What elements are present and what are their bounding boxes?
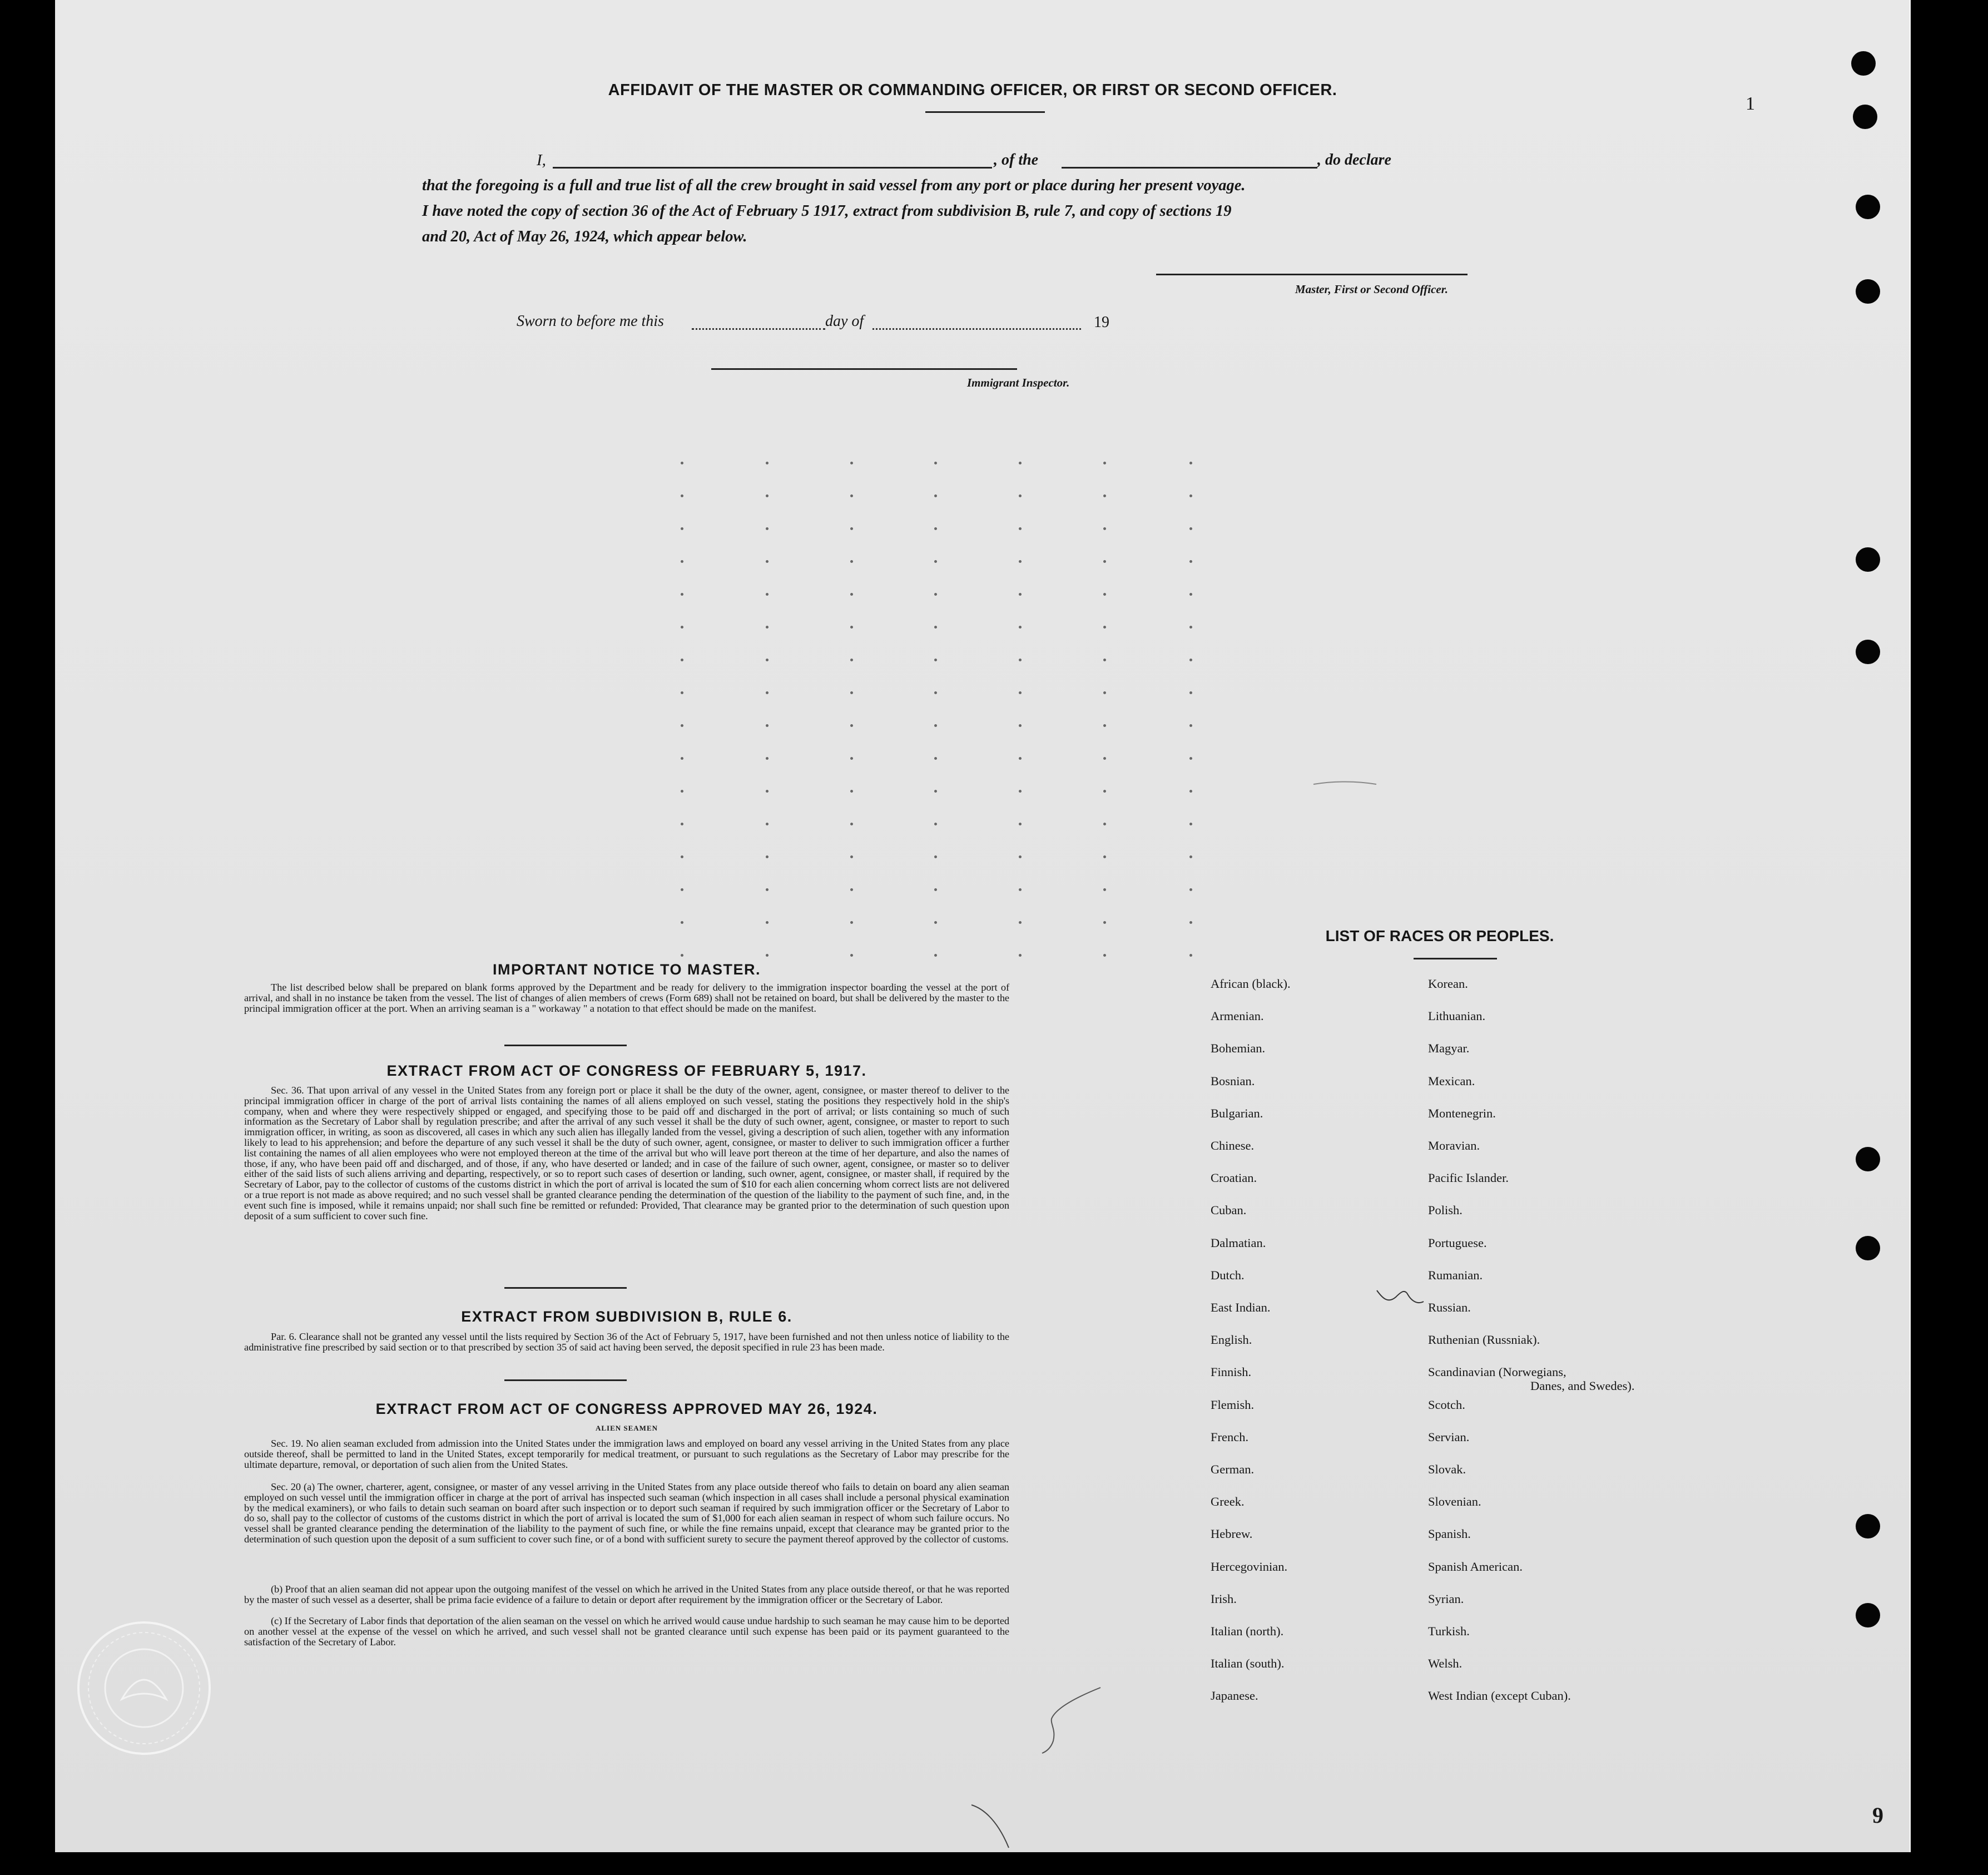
binder-hole	[1856, 1603, 1880, 1627]
race-item: Servian.	[1428, 1429, 1470, 1444]
race-item: Moravian.	[1428, 1139, 1480, 1152]
race-item: African (black).	[1211, 977, 1291, 991]
bleed-dot	[1019, 921, 1022, 924]
bleed-dot	[681, 527, 683, 530]
bleed-dot	[850, 855, 853, 858]
extract-rule6-title: EXTRACT FROM SUBDIVISION B, RULE 6.	[461, 1308, 792, 1325]
extract-1917-body: Sec. 36. That upon arrival of any vessel in the United States from any foreign port or place it shall be the duty of the owner, agent, consignee, or master thereof to deliver to the principal immigration officer in charge of the port of arrival lists containing the names of all aliens employed on such vessel, stating the positions they respectively hold in the ship's company, when and where they were respectively shipped or engaged, and specifying those to be paid off and discharged in the port of arrival; or lists containing so much of such information as the Secretary of Labor shall by regulation prescribe; and after the arrival of any such vessel it shall be the duty of such owner, agent, consignee, or master to report to such immigration officer, in writing, as soon as discovered, all cases in which any such alien has illegally landed from the vessel, giving a description of such alien, together with any information likely to lead to his apprehension; and before the departure of any such vessel it shall be the duty of such owner, agent, consignee, or master to deliver to such immigration officer a further list containing the names of all alien employees who were not employed thereon at the time of the arrival but who will leave port thereon at the time of her departure, and also the names of those, if any, who have been paid off and discharged, and of those, if any, who have deserted or landed; and in case of the failure of such owner, agent, consignee, or master so to deliver either of the said lists of such aliens arriving and departing, respectively, or so to report such cases of desertion or landing, such owner, agent, consignee, or master shall, if required by the Secretary of Labor, pay to the collector of customs of the customs district in which the port of arrival is located the sum of $10 for each alien concerning whom correct lists are not delivered or a true report is not made as above required; and no such vessel shall be granted clearance pending the determination of the question of the liability to the payment of such fine, and, in the event such fine is imposed, while it remains unpaid; nor shall such fine be remitted or refunded: Provided, That clearance may be granted prior to the determination of such question upon deposit of a sum sufficient to cover such fine.	[244, 1085, 1009, 1221]
bleed-dot	[850, 527, 853, 530]
affidavit-line3: I have noted the copy of section 36 of the Act of February 5 1917, extract from subdivision B, rule 7, and copy of sections 19	[422, 202, 1232, 220]
bleed-dot	[934, 823, 937, 825]
extract-1924-sec20c: (c) If the Secretary of Labor finds that deportation of the alien seaman on the vessel on which he arrived would cause undue hardship to such seaman he may cause him to be deported on another vessel at the expense of the vessel on which he arrived, and such vessel shall not be granted clearance until such expense has been paid or its payment guaranteed to the satisfaction of the Secretary of Labor.	[244, 1615, 1009, 1648]
race-item: Finnish.	[1211, 1365, 1252, 1379]
bleed-dot	[1103, 494, 1106, 497]
bleed-dot	[681, 593, 683, 596]
extract-1924-sec19: Sec. 19. No alien seaman excluded from admission into the United States under the immigration laws and employed on board any vessel arriving in the United States from any place outside thereof, shall be permitted to land in the United States, except temporarily for medical treatment, or pursuant to such regulations as the Secretary of Labor may prescribe for the ultimate departure, removal, or deportation of such alien from the United States.	[244, 1438, 1009, 1470]
bleed-dot	[1103, 790, 1106, 793]
bleed-dot	[766, 560, 769, 563]
pencil-mark	[967, 1685, 1112, 1852]
bleed-dot	[681, 560, 683, 563]
bleed-dot	[1189, 757, 1192, 760]
race-item: Dutch.	[1211, 1268, 1245, 1282]
race-item: Flemish.	[1211, 1397, 1255, 1412]
race-item: Montenegrin.	[1428, 1106, 1496, 1120]
affidavit-title: AFFIDAVIT OF THE MASTER OR COMMANDING OFFICER, OR FIRST OR SECOND OFFICER.	[608, 81, 1337, 99]
title-underline	[925, 111, 1045, 113]
bleed-dot	[850, 560, 853, 563]
bleed-dot	[766, 494, 769, 497]
races-title: LIST OF RACES OR PEOPLES.	[1325, 927, 1554, 944]
binder-hole	[1856, 547, 1880, 572]
bleed-dot	[1189, 888, 1192, 891]
bleed-dot	[1189, 823, 1192, 825]
bleed-dot	[766, 888, 769, 891]
bleed-dot	[850, 954, 853, 957]
race-item: Spanish American.	[1428, 1559, 1523, 1574]
bleed-dot	[1103, 659, 1106, 661]
bleed-dot	[1019, 626, 1022, 629]
affidavit-i: I,	[537, 151, 546, 169]
race-item: Bulgarian.	[1211, 1106, 1263, 1120]
bleed-dot	[1019, 593, 1022, 596]
bleed-dot	[1103, 527, 1106, 530]
race-item: Welsh.	[1428, 1656, 1463, 1671]
race-item: Bosnian.	[1211, 1073, 1255, 1088]
bleed-dot	[681, 855, 683, 858]
bleed-dot	[850, 888, 853, 891]
bleed-dot	[934, 691, 937, 694]
embossed-seal	[72, 1616, 216, 1760]
race-item: Chinese.	[1211, 1139, 1255, 1152]
bleed-dot	[1103, 626, 1106, 629]
bleed-dot	[766, 659, 769, 661]
bleed-dot	[766, 724, 769, 727]
bleed-dot	[934, 593, 937, 596]
race-item: Scotch.	[1428, 1397, 1465, 1412]
master-signature-label: Master, First or Second Officer.	[1295, 283, 1448, 296]
race-item: Hebrew.	[1211, 1527, 1253, 1541]
extract-1924-sec20a: Sec. 20 (a) The owner, charterer, agent, consignee, or master of any vessel arriving in the United States from any place outside thereof who fails to detain on board any alien seaman employed on such vessel until the immigration officer in charge at the port of arrival has inspected such seaman (which inspection in all cases shall include a personal physical examination by the medical examiners), or who fails to detain such seaman on board after such inspection or to deport such seaman if required by such immigration officer or the Secretary of Labor to do so, shall pay to the collector of customs of the customs district in which the port of arrival is located the sum of $1,000 for each alien seaman in respect of whom such failure occurs. No vessel shall be granted clearance pending the determination of the liability to the payment of such fine, or while the fine remains unpaid, except that clearance may be granted prior to the determination of such question upon the deposit of a sum sufficient to cover such fine, or of a bond with sufficient surety to secure the payment thereof approved by the collector of customs.	[244, 1481, 1009, 1545]
bleed-dot	[1189, 921, 1192, 924]
bleed-dot	[850, 593, 853, 596]
bleed-dot	[681, 494, 683, 497]
binder-hole	[1856, 640, 1880, 664]
bleed-dot	[681, 921, 683, 924]
race-item: Turkish.	[1428, 1624, 1470, 1638]
bleed-dot	[1189, 494, 1192, 497]
bleed-dot	[1103, 593, 1106, 596]
year-prefix: 19	[1094, 314, 1109, 331]
bleed-dot	[681, 757, 683, 760]
bleed-dot	[1019, 855, 1022, 858]
race-item: Mexican.	[1428, 1073, 1475, 1088]
bleed-dot	[681, 888, 683, 891]
race-item: East Indian.	[1211, 1300, 1271, 1314]
bleed-dot	[934, 626, 937, 629]
bleed-dot	[1103, 757, 1106, 760]
bleed-dot	[850, 494, 853, 497]
margin-mark: 1	[1746, 93, 1755, 114]
sworn-month-blank[interactable]	[872, 328, 1081, 330]
bleed-dot	[1019, 527, 1022, 530]
sworn-text: Sworn to before me this	[517, 313, 664, 330]
vessel-blank[interactable]	[1062, 167, 1317, 169]
bleed-dot	[1189, 691, 1192, 694]
bleed-dot	[766, 691, 769, 694]
race-item: Japanese.	[1211, 1689, 1258, 1703]
bleed-dot	[1019, 823, 1022, 825]
name-blank[interactable]	[553, 167, 992, 169]
bleed-dot	[934, 527, 937, 530]
notice-body: The list described below shall be prepared on blank forms approved by the Department and be ready for delivery to the immigration inspector boarding the vessel at the port of arrival, and shall in no instance be taken from the vessel. The list of changes of alien members of crews (Form 689) shall not be retained on board, but shall be delivered by the master to the principal immigration officer at the port. When an arriving seaman is a " workaway " a notation to that effect should be made on the manifest.	[244, 982, 1009, 1014]
binder-hole	[1856, 279, 1880, 304]
bleed-dot	[1103, 691, 1106, 694]
race-item: Scandinavian (Norwegians,	[1428, 1365, 1566, 1379]
bleed-dot	[934, 560, 937, 563]
bleed-dot	[766, 954, 769, 957]
extract-rule6-body: Par. 6. Clearance shall not be granted any vessel until the lists required by Section 36 of the Act of February 5, 1917, have been furnished and not then unless notice of liability to the administrative fine prescribed by said section or to that prescribed by section 35 of said act having been served, the deposit specified in rule 23 has been made.	[244, 1331, 1009, 1353]
bleed-dot	[1019, 691, 1022, 694]
bleed-dot	[681, 724, 683, 727]
affidavit-line2: that the foregoing is a full and true list of all the crew brought in said vessel from any port or place during her present voyage.	[422, 177, 1246, 194]
race-item: Magyar.	[1428, 1041, 1470, 1056]
race-item: Armenian.	[1211, 1009, 1264, 1023]
bleed-dot	[1189, 790, 1192, 793]
bleed-dot	[850, 626, 853, 629]
bleed-dot	[1103, 954, 1106, 957]
notice-title: IMPORTANT NOTICE TO MASTER.	[493, 961, 761, 978]
bleed-dot	[766, 593, 769, 596]
bleed-dot	[1019, 888, 1022, 891]
bleed-dot	[681, 823, 683, 825]
affidavit-line4: and 20, Act of May 26, 1924, which appear below.	[422, 228, 747, 245]
race-item: Pacific Islander.	[1428, 1171, 1509, 1185]
extract-1917-title: EXTRACT FROM ACT OF CONGRESS OF FEBRUARY 5, 1917.	[386, 1062, 867, 1079]
race-item: Cuban.	[1211, 1203, 1247, 1218]
affidavit-of-the: , of the	[994, 151, 1039, 169]
bleed-dot	[1019, 790, 1022, 793]
race-item: Slovak.	[1428, 1462, 1466, 1476]
bleed-dot	[850, 823, 853, 825]
bleed-dot	[934, 790, 937, 793]
bleed-dot	[1189, 659, 1192, 661]
bleed-dot	[934, 855, 937, 858]
race-item: Slovenian.	[1428, 1495, 1481, 1509]
race-item: Hercegovinian.	[1211, 1559, 1288, 1574]
bleed-dot	[850, 790, 853, 793]
bleed-dot	[1189, 626, 1192, 629]
section-divider	[504, 1287, 627, 1289]
extract-1924-subtitle: ALIEN SEAMEN	[595, 1424, 658, 1432]
bleed-dot	[766, 462, 769, 464]
bleed-dot	[681, 790, 683, 793]
binder-hole	[1856, 1147, 1880, 1171]
bleed-dot	[1189, 724, 1192, 727]
bleed-dot	[766, 855, 769, 858]
extract-1924-sec20b: (b) Proof that an alien seaman did not appear upon the outgoing manifest of the vessel on which he arrived in the United States from any place outside thereof, or that he was reported by the master of such vessel as a deserter, shall be prima facie evidence of a failure to detain or deport after requirement by the immigration officer or the Secretary of Labor.	[244, 1584, 1009, 1605]
bleed-dot	[1103, 823, 1106, 825]
race-item: Rumanian.	[1428, 1268, 1483, 1282]
bleed-dot	[1103, 855, 1106, 858]
bleed-dot	[934, 462, 937, 464]
affidavit-do-declare: , do declare	[1317, 151, 1391, 169]
race-item: German.	[1211, 1462, 1255, 1476]
bleed-dot	[934, 494, 937, 497]
bleed-dot	[1019, 757, 1022, 760]
bleed-dot	[1019, 494, 1022, 497]
bleed-dot	[1189, 593, 1192, 596]
races-title-underline	[1414, 958, 1497, 959]
bleed-dot	[1019, 462, 1022, 464]
bleed-dot	[766, 921, 769, 924]
race-item: Spanish.	[1428, 1527, 1471, 1541]
bleed-dot	[1103, 888, 1106, 891]
binder-hole	[1856, 1236, 1880, 1260]
race-item: Russian.	[1428, 1300, 1471, 1314]
bleed-dot	[934, 757, 937, 760]
bleed-dot	[766, 757, 769, 760]
bleed-dot	[850, 921, 853, 924]
race-item: Portuguese.	[1428, 1235, 1487, 1250]
bleed-dot	[850, 724, 853, 727]
bleed-dot	[681, 659, 683, 661]
race-item: Polish.	[1428, 1203, 1463, 1218]
bleed-dot	[1103, 724, 1106, 727]
race-item: English.	[1211, 1333, 1252, 1347]
bleed-dot	[681, 462, 683, 464]
race-item: Italian (north).	[1211, 1624, 1284, 1638]
inspector-signature-line[interactable]	[711, 368, 1017, 370]
bleed-dot	[850, 757, 853, 760]
race-item-continuation: Danes, and Swedes).	[1530, 1379, 1635, 1393]
binder-hole	[1853, 105, 1877, 129]
bleed-dot	[766, 790, 769, 793]
binder-hole	[1856, 1514, 1880, 1538]
bleed-dot	[1189, 527, 1192, 530]
bleed-dot	[934, 659, 937, 661]
bleed-dot	[1103, 462, 1106, 464]
bleed-dot	[766, 626, 769, 629]
bleed-dot	[1189, 855, 1192, 858]
section-divider	[504, 1045, 627, 1046]
race-item: Italian (south).	[1211, 1656, 1285, 1671]
bleed-dot	[1019, 659, 1022, 661]
day-of-text: day of	[825, 313, 864, 330]
bleed-dot	[1189, 560, 1192, 563]
race-item: Greek.	[1211, 1495, 1245, 1509]
bleed-dot	[1189, 954, 1192, 957]
race-item: Dalmatian.	[1211, 1235, 1266, 1250]
bleed-dot	[1103, 560, 1106, 563]
binder-hole	[1856, 195, 1880, 219]
extract-1924-title: EXTRACT FROM ACT OF CONGRESS APPROVED MAY 26, 1924.	[375, 1401, 878, 1417]
pencil-mark	[1376, 1285, 1426, 1307]
margin-mark: 9	[1872, 1803, 1883, 1828]
bleed-dot	[934, 724, 937, 727]
bleed-dot	[1189, 462, 1192, 464]
master-signature-line[interactable]	[1156, 274, 1468, 275]
bleed-dot	[850, 462, 853, 464]
bleed-dot	[1019, 560, 1022, 563]
bleed-dot	[934, 954, 937, 957]
section-divider	[504, 1379, 627, 1381]
inspector-label: Immigrant Inspector.	[967, 376, 1070, 389]
pencil-mark	[1312, 773, 1379, 790]
bleed-dot	[1103, 921, 1106, 924]
bleed-dot	[934, 921, 937, 924]
race-item: Bohemian.	[1211, 1041, 1266, 1056]
binder-hole	[1851, 51, 1876, 76]
race-item: Lithuanian.	[1428, 1009, 1486, 1023]
bleed-dot	[850, 691, 853, 694]
bleed-dot	[681, 626, 683, 629]
race-item: Irish.	[1211, 1591, 1237, 1606]
bleed-dot	[934, 888, 937, 891]
race-item: Korean.	[1428, 977, 1468, 991]
bleed-dot	[766, 527, 769, 530]
bleed-dot	[850, 659, 853, 661]
document-page	[55, 0, 1911, 1852]
race-item: Syrian.	[1428, 1591, 1464, 1606]
bleed-dot	[766, 823, 769, 825]
bleed-dot	[1019, 954, 1022, 957]
race-item: French.	[1211, 1429, 1249, 1444]
race-item: West Indian (except Cuban).	[1428, 1689, 1571, 1703]
sworn-day-blank[interactable]	[692, 328, 825, 330]
race-item: Ruthenian (Russniak).	[1428, 1333, 1540, 1347]
bleed-dot	[681, 954, 683, 957]
bleed-dot	[681, 691, 683, 694]
race-item: Croatian.	[1211, 1171, 1257, 1185]
bleed-dot	[1019, 724, 1022, 727]
